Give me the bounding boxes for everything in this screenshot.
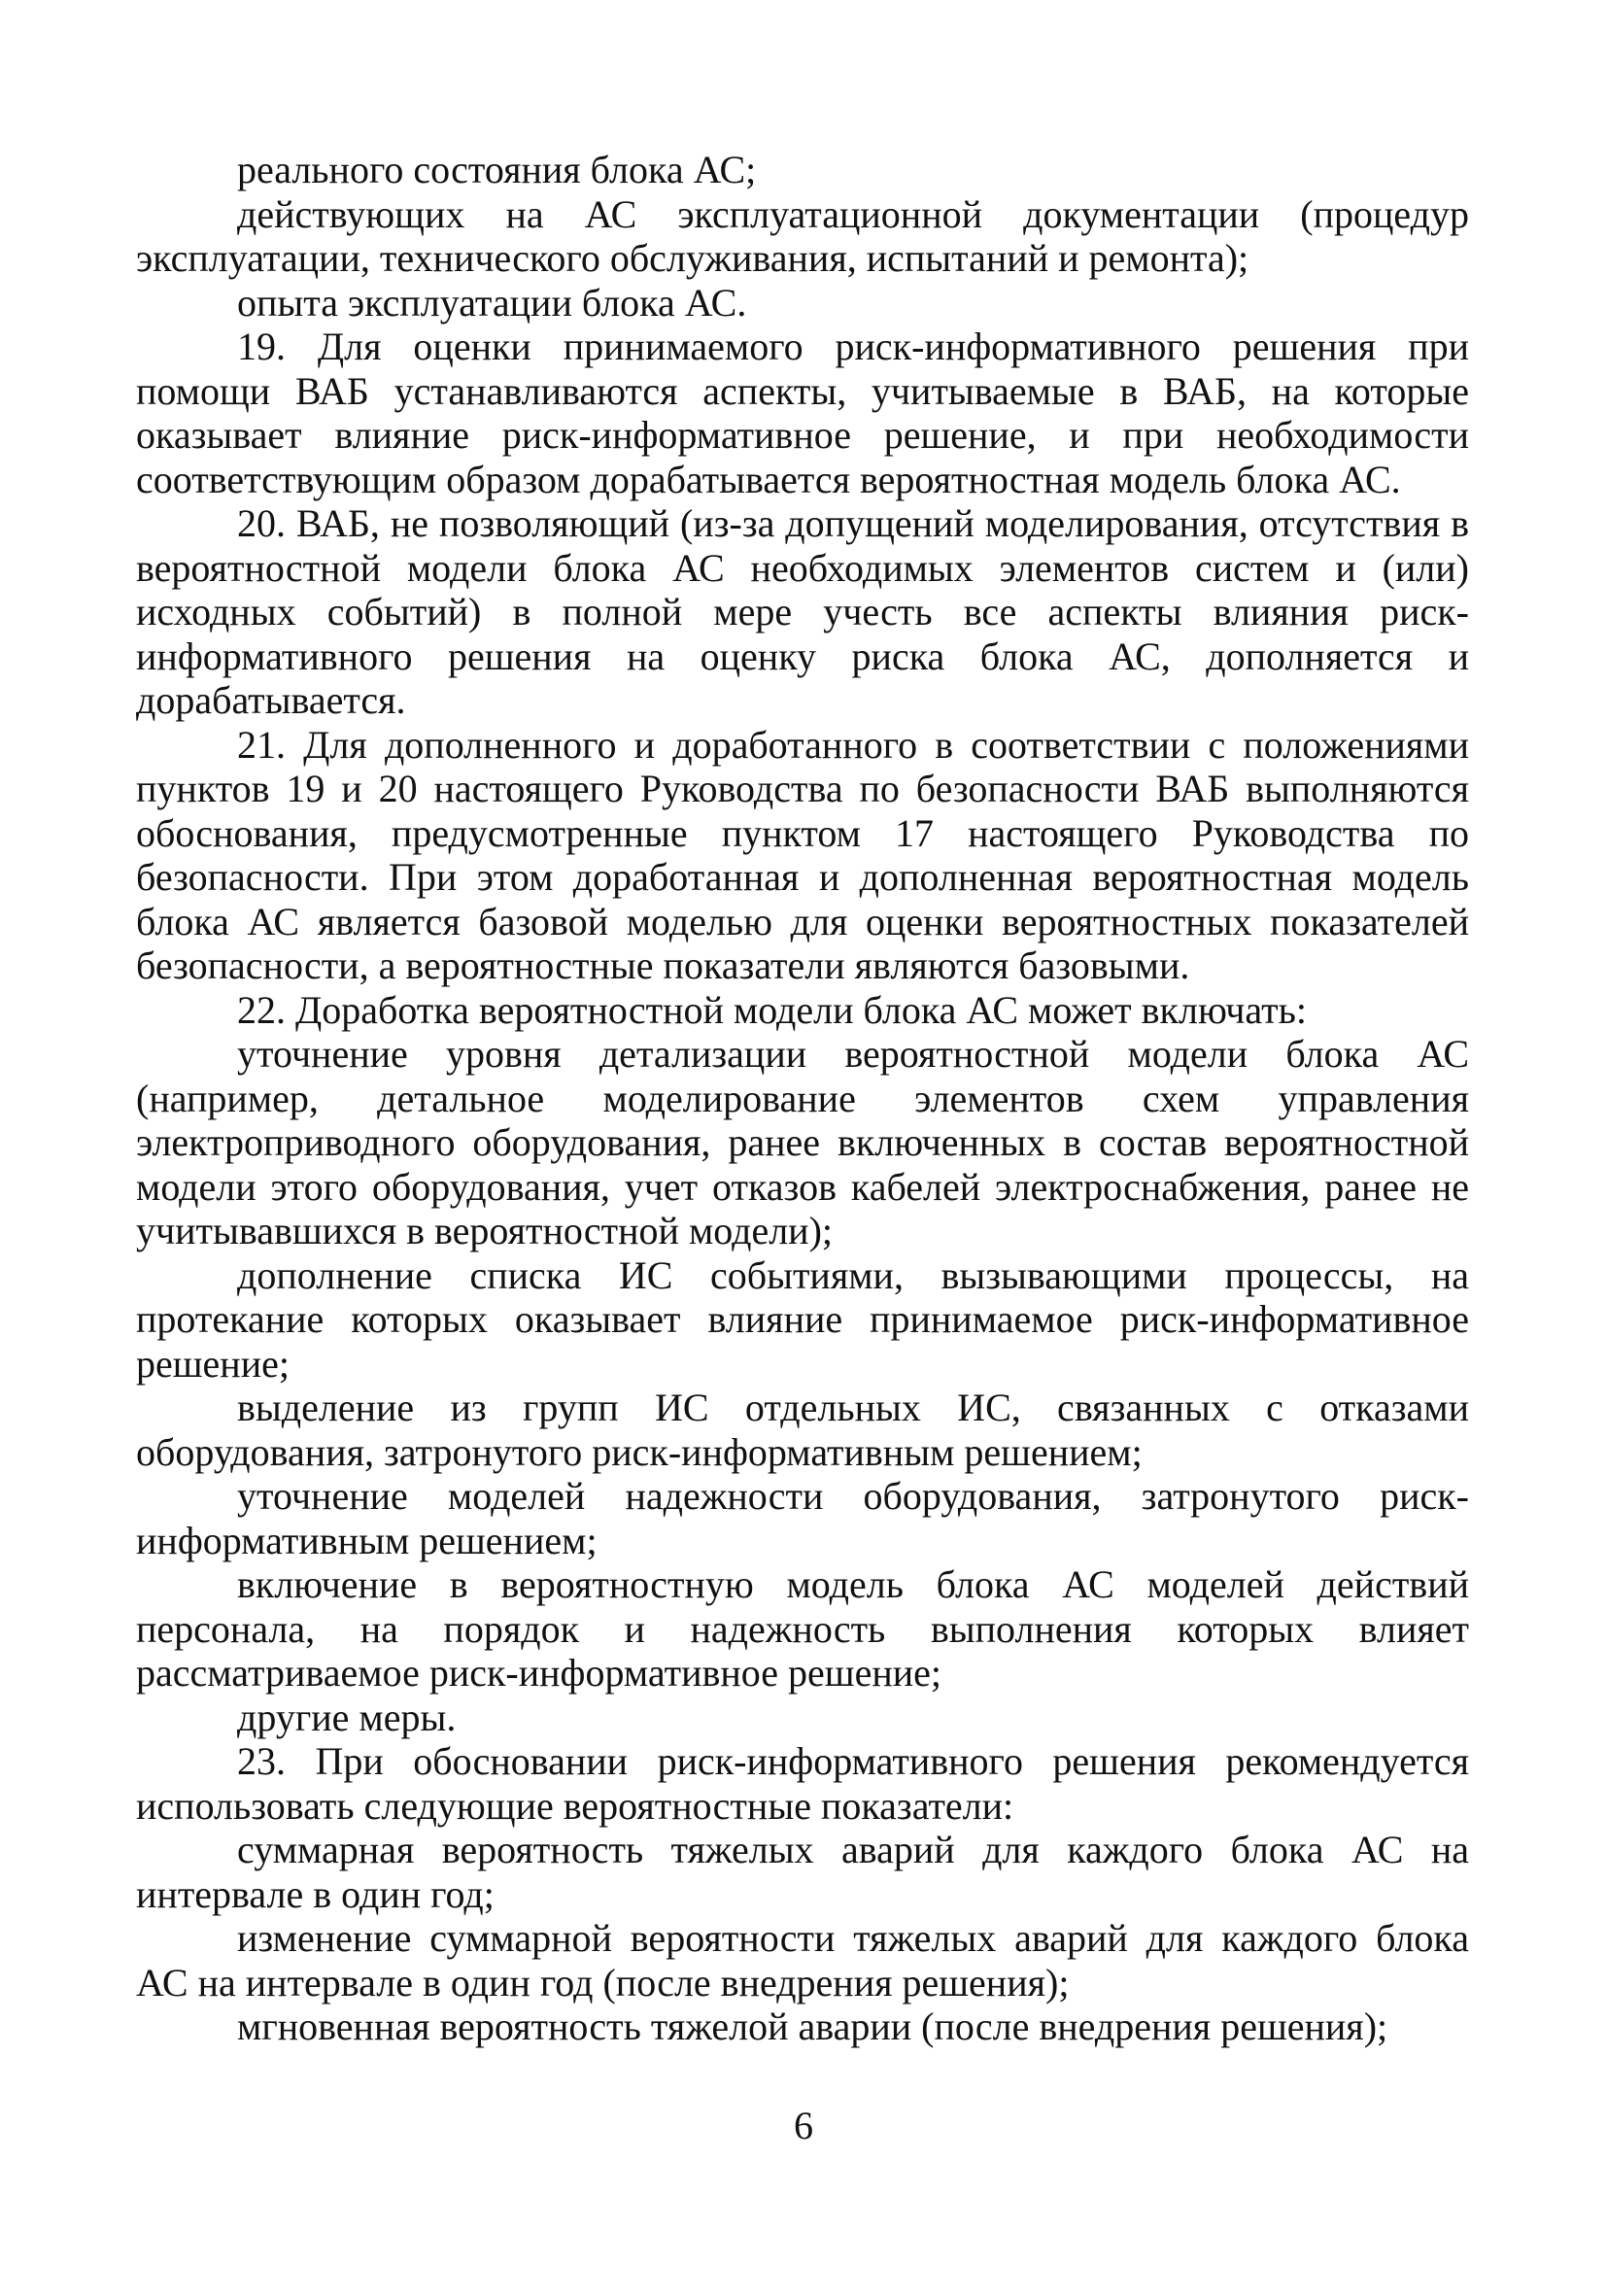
paragraph-12: включение в вероятностную модель блока АС моделей действий персонала, на порядок и надежность выполнения которых влияет рассматриваемое риск-информативное решение;: [136, 1562, 1469, 1695]
paragraph-7: 22. Доработка вероятностной модели блока АС может включать:: [237, 987, 1307, 1032]
paragraph-5: 20. ВАБ, не позволяющий (из-за допущений моделирования, отсутствия в вероятностной модели блока АС необходимых элементов систем и (или) исходных событий) в полной мере учесть все аспекты влияния риск-информативного решения на оценку риска блока АС, дополняется и дорабатывается.: [136, 501, 1469, 722]
paragraph-3: опыта эксплуатации блока АС.: [237, 280, 747, 325]
paragraph-2: действующих на АС эксплуатационной документации (процедур эксплуатации, технического обслуживания, испытаний и ремонта);: [136, 191, 1469, 280]
paragraph-8: уточнение уровня детализации вероятностной модели блока АС (например, детальное моделирование элементов схем управления электроприводного оборудования, ранее включенных в состав вероятностной модели этого оборудования, учет отказов кабелей электроснабжения, ранее не учитывавшихся в вероятностной модели);: [136, 1032, 1469, 1252]
paragraph-1: реального состояния блока АС;: [237, 148, 757, 191]
paragraph-4: 19. Для оценки принимаемого риск-информативного решения при помощи ВАБ устанавливаются аспекты, учитываемые в ВАБ, на которые оказывает влияние риск-информативное решение, и при необходимости соответствующим образом дорабатывается вероятностная модель блока АС.: [136, 325, 1469, 501]
paragraph-13: другие меры.: [237, 1695, 457, 1739]
paragraph-6: 21. Для дополненного и доработанного в соответствии с положениями пунктов 19 и 20 настоящего Руководства по безопасности ВАБ выполняются обоснования, предусмотренные пунктом 17 настоящего Руководства по безопасности. При этом доработанная и дополненная вероятностная модель блока АС является базовой моделью для оценки вероятностных показателей безопасности, а вероятностные показатели являются базовыми.: [136, 722, 1469, 987]
paragraph-17: мгновенная вероятность тяжелой аварии (после внедрения решения);: [237, 2005, 1388, 2048]
paragraph-14: 23. При обосновании риск-информативного решения рекомендуется использовать следующие вероятностные показатели:: [136, 1739, 1469, 1828]
body-text: [136, 148, 1469, 2049]
paragraph-11: уточнение моделей надежности оборудования, затронутого риск-информативным решением;: [136, 1474, 1469, 1562]
paragraph-16: изменение суммарной вероятности тяжелых аварий для каждого блока АС на интервале в один год (после внедрения решения);: [136, 1916, 1469, 2005]
paragraph-9: дополнение списка ИС событиями, вызывающими процессы, на протекание которых оказывает влияние принимаемое риск-информативное решение;: [136, 1252, 1469, 1386]
page-number: 6: [794, 2104, 813, 2147]
paragraph-15: суммарная вероятность тяжелых аварий для каждого блока АС на интервале в один год;: [136, 1828, 1469, 1916]
paragraph-10: выделение из групп ИС отдельных ИС, связанных с отказами оборудования, затронутого риск-информативным решением;: [136, 1386, 1469, 1474]
